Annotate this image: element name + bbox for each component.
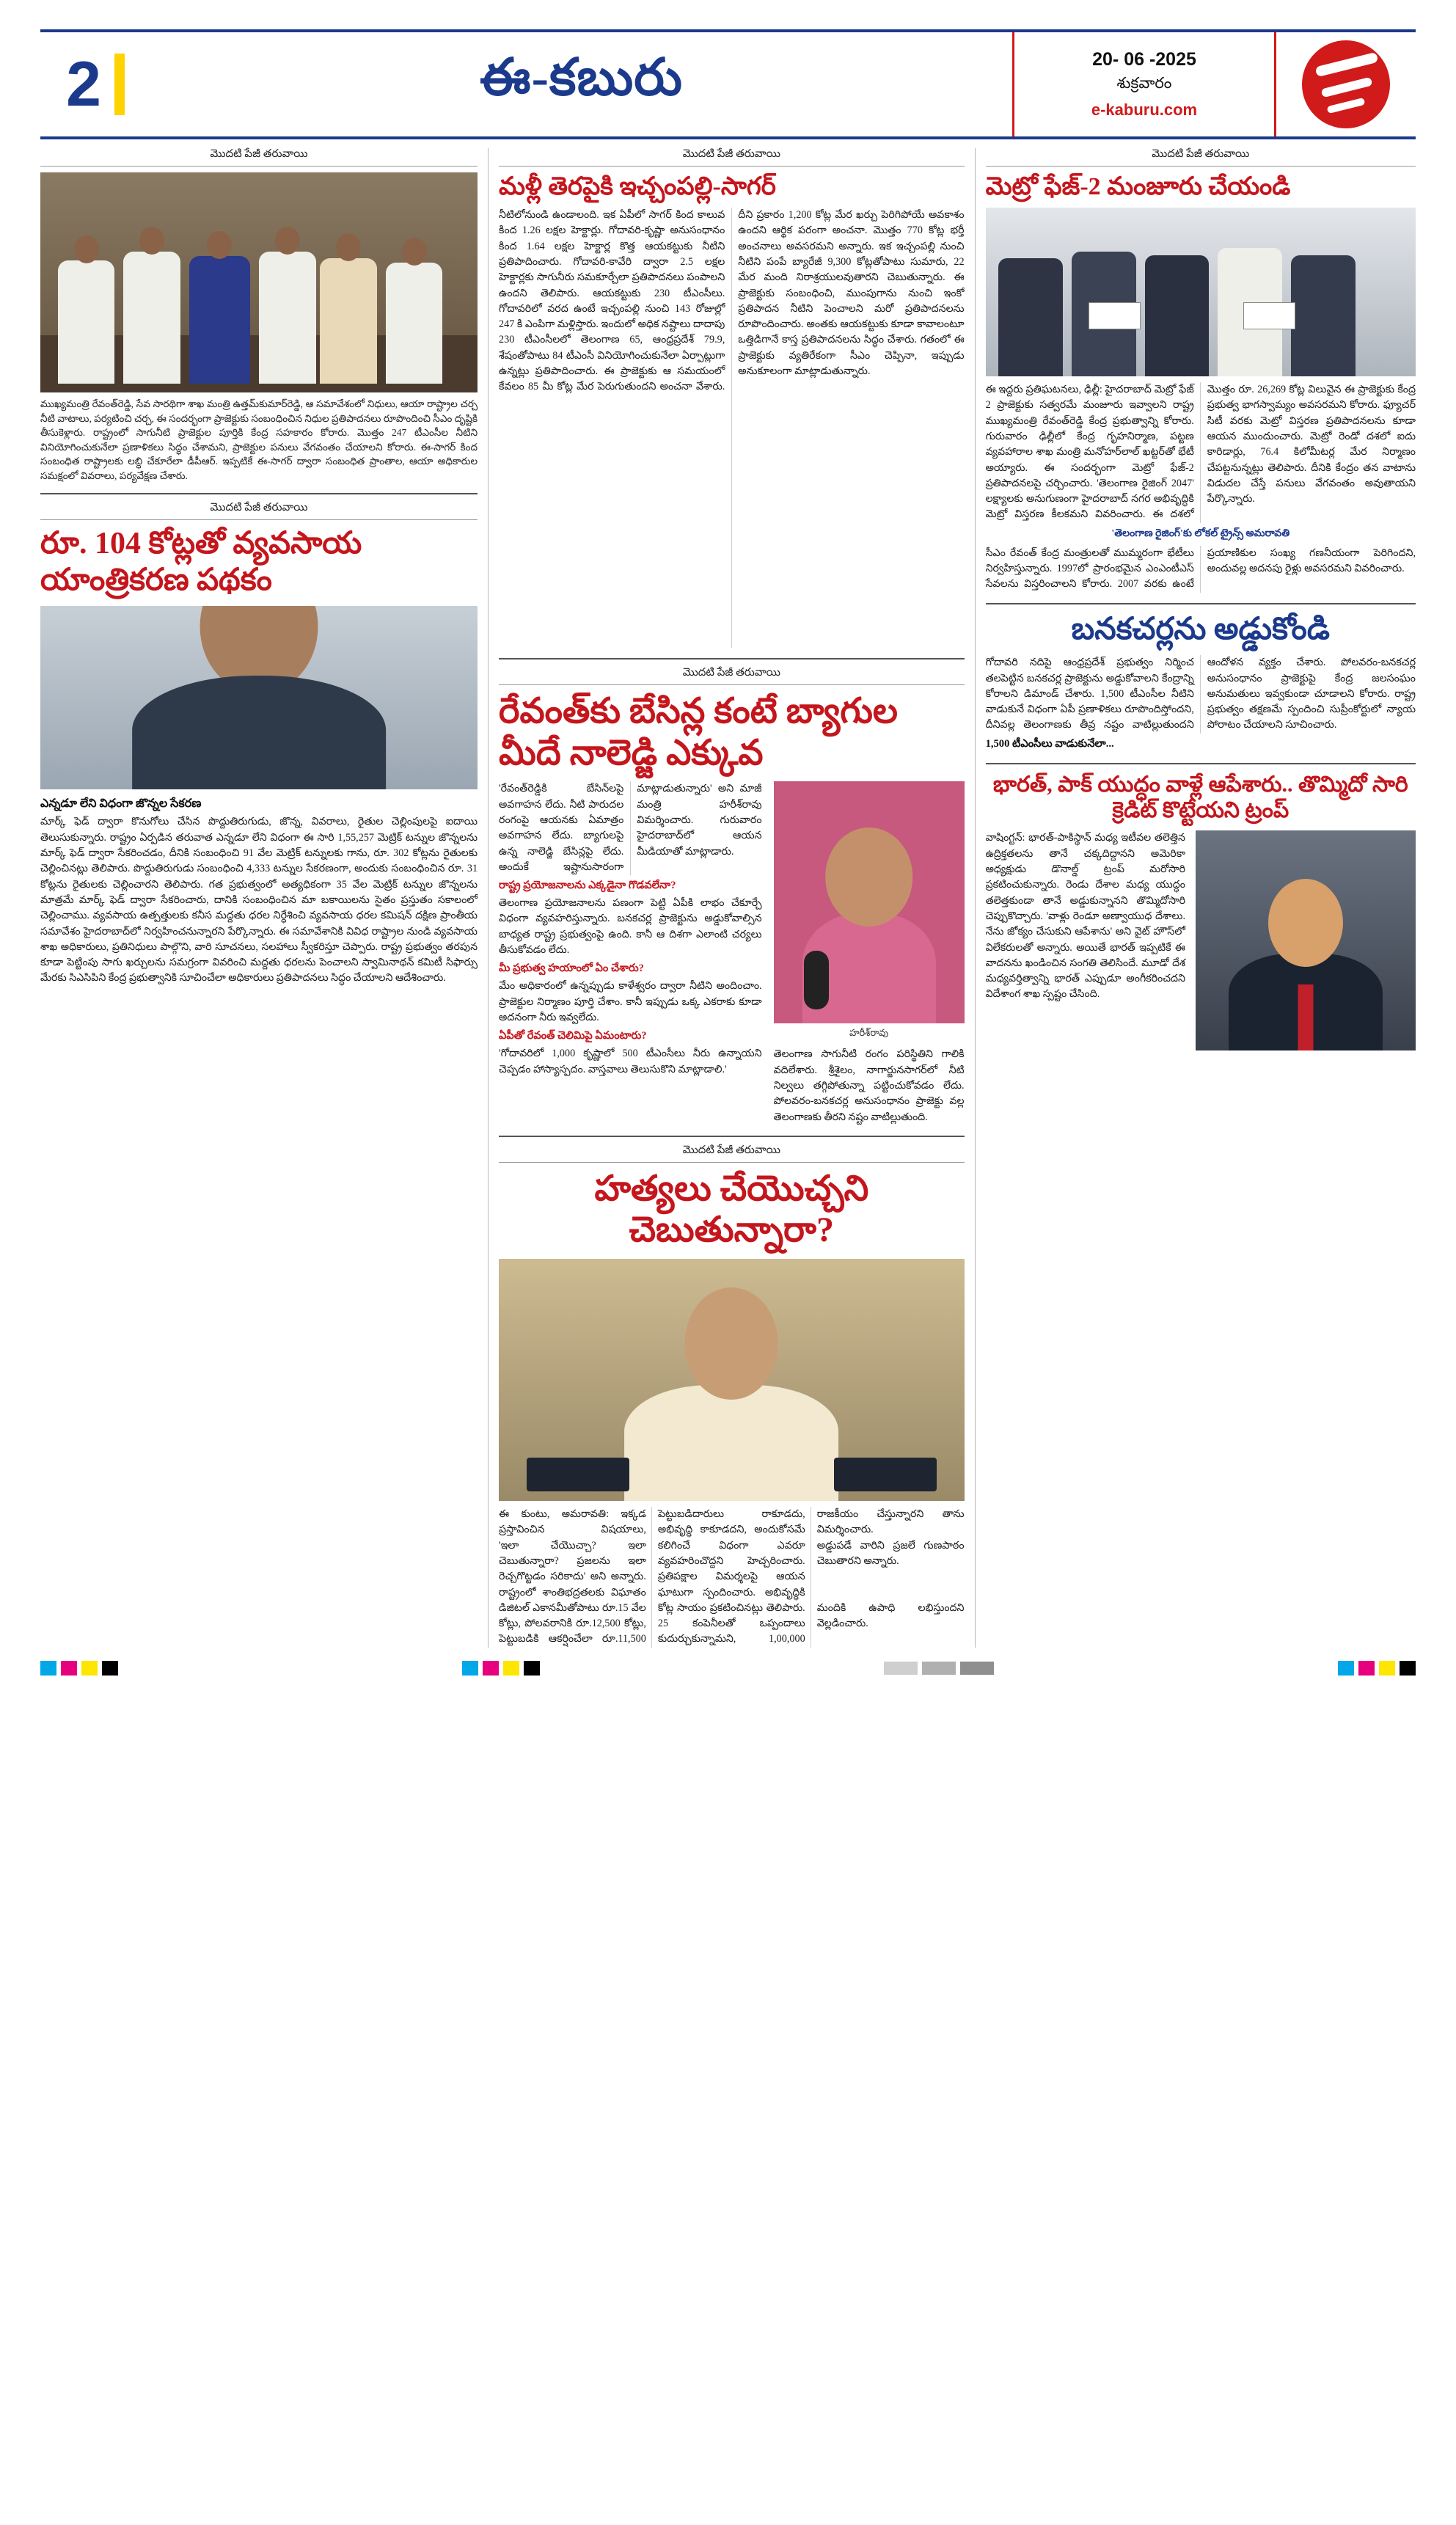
certificate-icon bbox=[1243, 302, 1295, 329]
photo-bust bbox=[132, 676, 386, 789]
body-trump: వాషింగ్టన్: భారత్-పాకిస్థాన్ మధ్య ఇటీవల తలెత్తిన ఉద్రిక్తతలను తానే చక్కదిద్దానని అమెరికా అధ్యక్షుడు డొనాల్డ్ ట్రంప్ మరోసారి ప్రకటించుకున్నారు. రెండు దేశాల మధ్య యుద్ధం తలెత్తకుండా తానే అడ్డుకున్నానని తొమ్మిదోసారి చెప్పుకొచ్చారు. 'వాళ్లు రెండూ అణ్వాయుధ దేశాలు. నేను జోక్యం చేసుకుని ఆపేశాను' అని వైట్ హౌస్‌లో విలేకరులతో అన్నారు. అయితే భారత్ ఇప్పటికే ఈ వాదనను ఖండించిన సంగతి తెలిసిందే. మూడో దేశ మధ్యవర్తిత్వాన్ని భారత్ ఎప్పుడూ అంగీకరించదని విదేశాంగ శాఖ స్పష్టం చేసింది. bbox=[985, 832, 1185, 1001]
question-3: ఏపీతో రేవంత్ చెలిమిపై ఏమంటారు? bbox=[499, 1030, 647, 1042]
stats-chandrababu: డిజిటల్ ఎకానమీతోపాటు రూ.15 వేల కోట్లు, పోలవరానికి రూ.12,500 కోట్లు, పెట్టుబడికి ఆకర్షించేలా రూ.11,500 కోట్ల సాయం ప్రకటించినట్లు తెలిపారు. 25 కంపెనీలతో ఒప్పందాలు కుదుర్చుకున్నామని, 1,00,000 మందికి ఉపాధి లభిస్తుందని వెల్లడించారు. bbox=[499, 1601, 965, 1645]
photo-person-6 bbox=[386, 263, 442, 384]
kicker-article-2: మొదటి పేజీ తరువాయి bbox=[986, 148, 1416, 167]
photo-person-4 bbox=[259, 252, 315, 384]
pullquote-metro: 'తెలంగాణ రైజింగ్'కు లోకల్ ట్రైన్స్ అమరావతి bbox=[1111, 527, 1290, 539]
subhead-agri-scheme: ఎన్నడూ లేని విధంగా జొన్నల సేకరణ bbox=[40, 797, 202, 811]
lead-photo-ministers bbox=[40, 172, 478, 392]
headline-harish-rao bbox=[499, 691, 965, 774]
microphone-icon bbox=[804, 951, 829, 1009]
color-swatch-black-2 bbox=[524, 1661, 540, 1676]
photo-bust bbox=[624, 1385, 838, 1501]
masthead-logo bbox=[1276, 32, 1416, 136]
answer-1: తెలంగాణ ప్రయోజనాలను పణంగా పెట్టి ఏపీకి లాభం చేకూర్చే విధంగా వ్యవహరిస్తున్నారు. బనకచర్ల ప్రాజెక్టును అడ్డుకోవాల్సిన బాధ్యత రాష్ట్ర ప్రభుత్వంపై ఉంది. కానీ ఆ దిశగా ఎలాంటి చర్యలు తీసుకోవడం లేదు. bbox=[499, 897, 762, 957]
swoosh-logo-stripe bbox=[1327, 98, 1366, 114]
color-swatch-cyan bbox=[40, 1661, 56, 1676]
photo-person-1 bbox=[58, 260, 114, 384]
answer-2: మేం అధికారంలో ఉన్నప్పుడు కాళేశ్వరం ద్వారా నీటిని అందించాం. ప్రాజెక్టుల నిర్మాణం పూర్తి చేశాం. కానీ ఇప్పుడు ఒక్క ఎకరాకు కూడా అదనంగా నీరు ఇవ్వలేదు. bbox=[499, 980, 762, 1023]
photo-head bbox=[685, 1287, 778, 1399]
caption-chandrababu: ఈ కుంటు, అమరావతి: ఇక్కడ ప్రస్తావించిన విషయాలు, పెట్టుబడిదారులు రాకూడదు, అభివృద్ధి కాకూడదని, అందుకోసమే రాజకీయం చేస్తున్నారని తాను విమర్శించారు. bbox=[499, 1508, 965, 1536]
page-number: 2 bbox=[66, 49, 101, 120]
section-divider bbox=[40, 493, 478, 494]
headline-harish-rao-text: రేవంత్‌కు బేసిన్ల కంటే బ్యాగుల మీదే నాలెడ్జి ఎక్కువ bbox=[499, 692, 898, 772]
monitor-icon bbox=[834, 1458, 937, 1491]
color-swatch-magenta bbox=[61, 1661, 77, 1676]
question-1: రాష్ట్ర ప్రయోజనాలను ఎక్కడైనా గొడవలేనా? bbox=[499, 880, 676, 892]
photo-person-2 bbox=[123, 252, 180, 384]
photo-person-head bbox=[139, 227, 164, 255]
column-divider-1 bbox=[488, 148, 489, 1648]
issue-day: శుక్రవారం bbox=[1116, 75, 1172, 92]
photo-harish-rao bbox=[774, 781, 965, 1023]
headline-trump: భారత్, పాక్ యుద్ధం వాళ్లే ఆపేశారు.. తొమ్మిదో సారి క్రెడిట్ కొట్టేయని ట్రంప్ bbox=[992, 772, 1408, 823]
column-left bbox=[40, 148, 478, 1648]
headline-ichampally-sagar: మళ్లీ తెరపైకి ఇచ్చంపల్లి-సాగర్ bbox=[499, 173, 776, 200]
swoosh-logo-icon bbox=[1302, 40, 1390, 128]
body-metro-phase2: ఈ ఇద్దరు ప్రతిఘటనలు, ఢిల్లీ: హైదరాబాద్ మెట్రో ఫేజ్ 2 ప్రాజెక్టుకు సత్వరమే మంజూరు ఇవ్వాలని రాష్ట్ర ముఖ్యమంత్రి రేవంత్‌రెడ్డి కేంద్ర ప్రభుత్వాన్ని కోరారు. గురువారం ఢిల్లీలో కేంద్ర గృహనిర్మాణ, పట్టణ వ్యవహారాల శాఖ మంత్రి మనోహర్‌లాల్ ఖట్టర్‌తో భేటీ అయ్యారు. ఈ సందర్భంగా మెట్రో ఫేజ్-2 ప్రతిపాదనలపై చర్చించారు. 'తెలంగాణ రైజింగ్ 2047' లక్ష్యాలకు అనుగుణంగా హైదరాబాద్ నగర అభివృద్ధికి మెట్రో విస్తరణ కీలకమని వివరించారు. ఈ దశలో మొత్తం రూ. 26,269 కోట్ల విలువైన ఈ ప్రాజెక్టుకు కేంద్ర ప్రభుత్వ భాగస్వామ్యం అవసరమని కోరారు. ఫ్యూచర్ సిటీ వరకు మెట్రో విస్తరణ ప్రతిపాదనలను కూడా ఆయన ముందుంచారు. మెట్రో రెండో దశలో ఐదు కారిడార్లు, 76.4 కిలోమీటర్ల మేర నిర్మాణం చేపట్టనున్నట్లు తెలిపారు. దీనికి కేంద్రం తన వాటాను విడుదల చేస్తే పనులు వేగవంతం అవుతాయని పేర్కొన్నారు. bbox=[985, 384, 1416, 521]
photo-minister-portrait bbox=[40, 606, 478, 789]
color-swatch-yellow bbox=[81, 1661, 98, 1676]
column-divider-2 bbox=[975, 148, 976, 1648]
newspaper-page bbox=[0, 29, 1456, 2525]
photo-person-5 bbox=[320, 258, 376, 384]
color-swatch-yellow-3 bbox=[1379, 1661, 1395, 1676]
section-divider-5 bbox=[986, 763, 1416, 764]
body-harish-extra: తెలంగాణ సాగునీటి రంగం పరిస్థితిని గాలికి వదిలేశారు. శ్రీశైలం, నాగార్జునసాగర్‌లో నీటి నిల్వలు తగ్గిపోతున్నా పట్టించుకోవడం లేదు. పోలవరం-బనకచర్ల అనుసంధానం ప్రాజెక్టు వల్ల తెలంగాణకు తీరని నష్టం వాటిల్లుతుంది. bbox=[773, 1048, 965, 1123]
laptop-icon bbox=[527, 1458, 629, 1491]
headline-agri-scheme: రూ. 104 కోట్లతో వ్యవసాయ యాంత్రికరణ పథకం bbox=[40, 527, 362, 597]
color-swatch-black bbox=[102, 1661, 118, 1676]
photo-trump bbox=[1196, 830, 1416, 1050]
note-banakacherla: 1,500 టీఎంసీలు వాడుకునేలా... bbox=[985, 737, 1114, 750]
photo-person-head bbox=[402, 238, 427, 266]
body-chandrababu: 'ఇలా చేయొచ్చా? ఇలా చెబుతున్నారా? ప్రజలను ఇలా రెచ్చగొట్టడం సరికాదు' అని అన్నారు. రాష్ట్రంలో శాంతిభద్రతలకు విఘాతం కలిగించే విధంగా ఎవరూ వ్యవహరించొద్దని హెచ్చరించారు. ప్రతిపక్షాల విమర్శలపై ఆయన ఘాటుగా స్పందించారు. అభివృద్ధికి అడ్డుపడే వారిని ప్రజలే గుణపాఠం చెబుతారని అన్నారు. bbox=[499, 1539, 965, 1598]
color-swatch-black-3 bbox=[1400, 1661, 1416, 1676]
page-number-box bbox=[40, 32, 150, 136]
publication-title: ఈ-కబురు bbox=[480, 50, 683, 106]
section-divider-2 bbox=[499, 658, 965, 659]
color-swatch-magenta-3 bbox=[1358, 1661, 1375, 1676]
masthead bbox=[40, 29, 1416, 139]
lead-photo-caption: ముఖ్యమంత్రి రేవంత్‌రెడ్డి, సేవ సారథిగా శాఖ మంత్రి ఉత్తమ్‌కుమార్‌రెడ్డి, ఆ సమావేశంలో నిధులు, ఆయా రాష్ట్రాల చర్చ నీటి వాటాలు, పర్యటించి చర్చ, ఈ సందర్భంగా ప్రాజెక్టుకు సంబంధించిన నిధుల ప్రతిపాదనలు రూపొందించి సీఎం దృష్టికి తీసుకెళ్లారు. రాష్ట్రంలో సాగునీటి ప్రాజెక్టుల పూర్తికి కేంద్ర సహకారం కోరారు. మొత్తం 247 టీఎంసీల నీటిని వినియోగించుకునేలా ప్రణాళికలు సిద్ధం చేశామని, ప్రాజెక్టుల పనులు వేగవంతం చేయాలని కోరారు. ఈ-సాగర్ కింద సంబంధిత రాష్ట్రాలకు లబ్ధి చేకూరేలా డీపీఆర్‌. ఇప్పటికే ఈ-సాగర్ ద్వారా సంబంధిత ప్రాంతాల, ఆయా అధికారుల సమక్షంలో వివరాలు, పర్యవేక్షణ చేశారు. bbox=[40, 398, 478, 481]
photo-person-1 bbox=[998, 258, 1063, 376]
color-swatch-cyan-3 bbox=[1338, 1661, 1354, 1676]
gray-scale-bar bbox=[884, 1662, 994, 1675]
photo-person-5 bbox=[1291, 255, 1356, 377]
yellow-divider-bar bbox=[114, 54, 125, 115]
photo-head bbox=[825, 827, 913, 927]
masthead-title bbox=[150, 32, 1012, 136]
color-swatch-magenta-2 bbox=[483, 1661, 499, 1676]
section-divider-4 bbox=[986, 603, 1416, 604]
section-divider-3 bbox=[499, 1136, 965, 1137]
page-grid bbox=[40, 148, 1416, 1648]
photo-chandrababu bbox=[499, 1259, 965, 1501]
column-middle bbox=[499, 148, 965, 1648]
body-metro-phase2-b: సీఎం రేవంత్ కేంద్ర మంత్రులతో ముమ్మరంగా భేటీలు నిర్వహిస్తున్నారు. 1997లో ప్రారంభమైన ఎంఎంటీఎస్ సేవలను విస్తరించాలని కోరారు. 2007 వరకు ఉంటే ప్రయాణికుల సంఖ్య గణనీయంగా పెరిగిందని, అందువల్ల అదనపు రైళ్లు అవసరమని వివరించారు. bbox=[985, 547, 1416, 591]
color-swatch-yellow-2 bbox=[503, 1661, 519, 1676]
photo-person-3 bbox=[189, 256, 250, 384]
kicker-lead-photo: మొదటి పేజీ తరువాయి bbox=[40, 148, 478, 167]
print-registration-bar bbox=[40, 1661, 1416, 1676]
gray-swatch-3 bbox=[960, 1662, 994, 1675]
answer-3: 'గోదావరిలో 1,000 కృష్ణాలో 500 టీఎంసీలు నీరు ఉన్నాయని చెప్పడం హాస్యాస్పదం. వాస్తవాలు తెలుసుకొని మాట్లాడాలి.' bbox=[499, 1048, 762, 1075]
body-harish-lead: 'రేవంత్‌రెడ్డికి బేసిన్‌లపై అవగాహన లేదు. నీటి పారుదల రంగంపై ఆయనకు ఏమాత్రం అవగాహన లేదు. బ్యాగులపై ఉన్న నాలెడ్జి బేసిన్లపై లేదు. అందుకే ఇష్టానుసారంగా మాట్లాడుతున్నారు' అని మాజీ మంత్రి హరీశ్‌రావు విమర్శించారు. గురువారం హైదరాబాద్‌లో ఆయన మీడియాతో మాట్లాడారు. bbox=[499, 783, 762, 873]
gray-swatch-1 bbox=[884, 1662, 918, 1675]
masthead-dateblock bbox=[1012, 32, 1276, 136]
column-right bbox=[986, 148, 1416, 1648]
photo-head bbox=[1268, 879, 1343, 967]
certificate-icon bbox=[1089, 302, 1140, 329]
photo-person-head bbox=[207, 231, 232, 259]
body-banakacherla: గోదావరి నదిపై ఆంధ్రప్రదేశ్ ప్రభుత్వం నిర్మించ తలపెట్టిన బనకచర్ల ప్రాజెక్టును అడ్డుకోవాలని కేంద్రాన్ని కోరాలని డిమాండ్ చేశారు. 1,500 టీఎంసీల నీటిని వాడుకునే విధంగా ఏపీ ప్రణాళికలు రూపొందిస్తోందని, దీనివల్ల తెలంగాణకు తీవ్ర నష్టం వాటిల్లుతుందని ఆందోళన వ్యక్తం చేశారు. పోలవరం-బనకచర్ల అనుసంధానం ప్రాజెక్టుపై కేంద్ర జలసంఘం అనుమతులు ఇవ్వకుండా చూడాలని కోరారు. రాష్ట్ర ప్రభుత్వం తక్షణమే స్పందించి సుప్రీంకోర్టులో న్యాయ పోరాటం చేయాలని సూచించారు. bbox=[985, 657, 1416, 731]
photo-person-head bbox=[74, 235, 99, 263]
photo-person-3 bbox=[1145, 255, 1210, 377]
kicker-article-5: మొదటి పేజీ తరువాయి bbox=[499, 1144, 965, 1163]
photo-caption-harish: హరీశ్‌రావు bbox=[849, 1027, 889, 1039]
kicker-article-4: మొదటి పేజీ తరువాయి bbox=[40, 502, 478, 520]
question-2: మీ ప్రభుత్వ హయాంలో ఏం చేశారు? bbox=[499, 962, 644, 975]
body-ichampally-sagar: నీటిలోనుండి ఉండాలంది. ఇక ఏపీలో సాగర్ కింద కాలువ కింద 1.26 లక్షల హెక్టార్లు. గోదావరి-కృష్ణా అనుసంధానం కింద 1.64 లక్షల హెక్టార్ల కొత్త ఆయకట్టుకు నీటిని ప్రతిపాదించారు. గోదావరి-కావేరి ద్వారా 2.5 లక్షల హెక్టార్లకు సాగునీరు సమకూర్చేలా ప్రతిపాదనలు పంపాలని ఉందని తెలిపారు. ఆయకట్టుకు 230 టీఎంసీలు. గోదావరిలో వరద ఉంటే ఇచ్చంపల్లి నుంచి 143 రోజుల్లో 247 కి ఎంపిగా మళ్లిస్తారు. ఇందులో అధిక నష్టాలు దాదాపు 230 టీఎంసీలలో తెలంగాణ 65, ఆంధ్రప్రదేశ్ 79.9, శేషంతోపాటు 84 టీఎంసీ వినియోగించుకునేలా ఏర్పాట్లుగా ఉన్నట్లు ప్రతిపాదించారు. ఈ ప్రాజెక్టుకు ఆ సమయంలో కేవలం 85 మీ కోట్ల మేర పెరుగుతుందని అంచనా వేశారు. దీని ప్రకారం 1,200 కోట్ల మేర ఖర్చు పెరిగిపోయే అవకాశం ఉందని ఆర్థిక పరంగా అంచనా. మొత్తం 770 కోట్ల భర్తీ అంచనాలు అవసరమని అన్నారు. ఇక ఇచ్చంపల్లి నుంచి నీటిని పంపే బ్యారేజీ 9,300 కోట్లతోపాటు సుమారు, 22 మేర మంది నిరాశ్రయులవుతారని చెబుతున్నారు. ఈ ప్రాజెక్టుకు సంబంధించి, ముంపుగాను నుంచి ఇంకో ప్రతిపాదన నీటిని పెంచాలని మరో ప్రతిపాదనలను రూపొందించారు. అంతకు ఆయకట్టుకు కూడా కావాలంటూ ఒత్తిడిగానే కాస్త ప్రతిపాదనలను సిద్ధం చేశారు. గతంలో ఈ ప్రాజెక్టుకు వ్యతిరేకంగా సీఎం చెప్పినా, ఇప్పుడు అనుకూలంగా మాట్లాడుతున్నారు. bbox=[499, 209, 965, 393]
body-agri-scheme: మార్క్ ఫెడ్ ద్వారా కొనుగోలు చేసిన పొద్దుతిరుగుడు, జొన్న, వివరాలు, రైతుల చెల్లింపులపై ఐదాయి తెలుసుకున్నారు. రాష్ట్రం ఏర్పడిన తరువాత ఎన్నడూ లేని విధంగా ఈ సారి 1,55,257 మెట్రిక్ టన్నుల జొన్నలను మార్క్ ఫెడ్ ద్వారా సేకరించడం, దీనికి సంబంధించి 91 వేల మెట్రిక్ టన్నులకు గాను, రూ. 302 కోట్లను రైతులకు చెల్లించినట్లు తెలిపారు. పొద్దుతిరుగుడు సంబంధించి 4,333 టన్నుల సేకరణంగా, అందుకు సంబంధించిన రూ. 31 కోట్లను రైతులకు చెల్లించారని తెలిపారు. గత ప్రభుత్వంలో అత్యధికంగా 35 వేల మెట్రిక్ టన్నుల జొన్నలను మాత్రమే మార్క్ ఫెడ్ ద్వారా సేకరించారు, దానికి సంబంధించిన మా బకాయిలను సైతం ప్రస్తుతం సకాలంలో చెల్లించాము. వ్యవసాయ ఉత్పత్తులకు కనీస మద్దతు ధరల నిర్ధేశించి వ్యవసాయ ధరల కమిషన్ దక్షిణ ప్రాంతీయ సమావేశం హైదరాబాద్‌లో నిర్వహించనున్నారని పేర్కొన్నారు. ఈ సమావేశానికి వివిధ రాష్ట్రాల నుండి వ్యవసాయ శాఖ అధికారులు, ప్రతినిధులు పాల్గొని, వారి సూచనలు, సలహాలు స్వీకరిస్తూ చెప్పారు. రాష్ట్ర ప్రభుత్వం తరపున కూడా పెట్టింపు సాగు ఖర్చులను సమగ్రంగా వివరించి మద్దతు ధరలను పెంచాలని స్వామినాథన్ కమిటీ సిఫార్సు మేరకు సిఎసిపిని కేంద్ర ప్రభుత్వానికి సూచించేలా అధికారులు ప్రతిపాదనలు సిద్ధం చేయాలని ఆదేశించారు. bbox=[40, 816, 478, 984]
kicker-article-1: మొదటి పేజీ తరువాయి bbox=[499, 148, 965, 167]
gray-swatch-2 bbox=[922, 1662, 956, 1675]
kicker-article-3: మొదటి పేజీ తరువాయి bbox=[499, 667, 965, 685]
photo-metro-meeting bbox=[986, 208, 1416, 376]
photo-person-head bbox=[275, 227, 300, 255]
photo-person-head bbox=[336, 233, 361, 261]
headline-banakacherla: బనకచర్లను అడ్డుకోండి bbox=[1071, 612, 1330, 646]
website-url[interactable]: e-kaburu.com bbox=[1091, 101, 1198, 119]
color-swatch-cyan-2 bbox=[462, 1661, 478, 1676]
headline-metro-phase2: మెట్రో ఫేజ్-2 మంజూరు చేయండి bbox=[985, 173, 1291, 200]
issue-date: 20- 06 -2025 bbox=[1092, 49, 1196, 70]
headline-chandrababu: హత్యలు చేయొచ్చని చెబుతున్నారా? bbox=[594, 1169, 869, 1250]
necktie-icon bbox=[1298, 984, 1314, 1050]
